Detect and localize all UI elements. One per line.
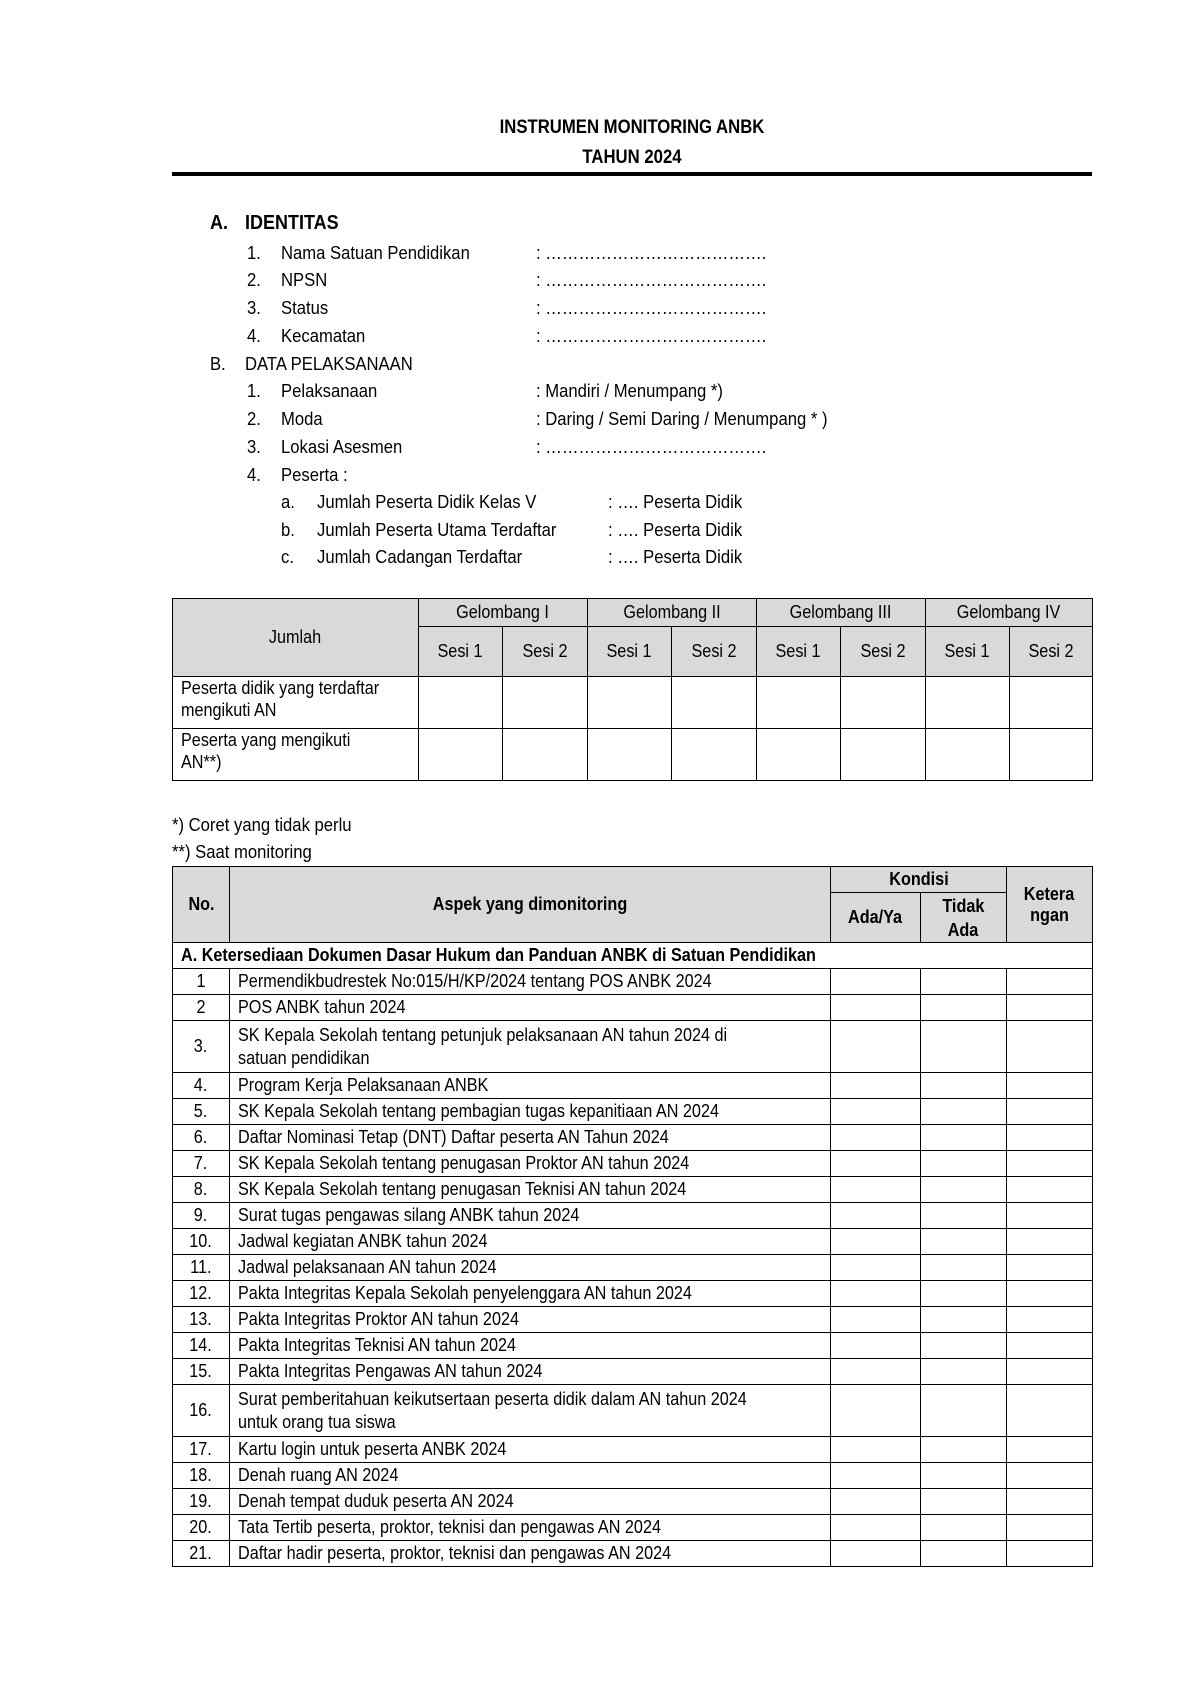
section-a-heading: IDENTITAS (245, 212, 339, 234)
keterangan-cell[interactable] (1007, 1359, 1093, 1385)
row-aspect: POS ANBK tahun 2024 (230, 995, 831, 1021)
sesi-header: Sesi 1 (419, 627, 503, 677)
col-tidak-ada-header: Tidak Ada (921, 893, 1007, 943)
identitas-value: : …………………………………. (536, 242, 767, 263)
check-ada-cell[interactable] (831, 1515, 921, 1541)
count-cell[interactable] (926, 729, 1010, 781)
sesi-header: Sesi 2 (672, 627, 757, 677)
keterangan-cell[interactable] (1007, 1463, 1093, 1489)
row-aspect: Jadwal kegiatan ANBK tahun 2024 (230, 1229, 831, 1255)
session-table (172, 598, 1093, 781)
count-cell[interactable] (588, 729, 672, 781)
section-b-heading: DATA PELAKSANAAN (245, 353, 413, 374)
identitas-label: NPSN (281, 269, 328, 290)
count-cell[interactable] (841, 677, 926, 729)
pelaksanaan-label: Pelaksanaan (281, 380, 378, 401)
count-cell[interactable] (1010, 677, 1093, 729)
peserta-value: : …. Peserta Didik (608, 546, 743, 567)
peserta-label: Jumlah Peserta Utama Terdaftar (317, 519, 557, 540)
check-tidak-ada-cell[interactable] (921, 1099, 1007, 1125)
check-ada-cell[interactable] (831, 1333, 921, 1359)
count-cell[interactable] (757, 729, 841, 781)
row-number: 7. (173, 1151, 230, 1177)
identitas-num: 1. (247, 242, 261, 263)
document-year: TAHUN 2024 (582, 147, 682, 168)
count-cell[interactable] (419, 729, 503, 781)
check-ada-cell[interactable] (831, 1099, 921, 1125)
gelombang-header: Gelombang III (757, 599, 926, 627)
row-number: 8. (173, 1177, 230, 1203)
table-row (173, 1099, 1093, 1125)
row-number: 16. (173, 1385, 230, 1437)
sesi-header: Sesi 2 (1010, 627, 1093, 677)
row-number: 12. (173, 1281, 230, 1307)
keterangan-cell[interactable] (1007, 1099, 1093, 1125)
identitas-value: : …………………………………. (536, 297, 767, 318)
keterangan-cell[interactable] (1007, 1073, 1093, 1099)
count-cell[interactable] (926, 677, 1010, 729)
row-aspect: Kartu login untuk peserta ANBK 2024 (230, 1437, 831, 1463)
row-aspect: Pakta Integritas Proktor AN tahun 2024 (230, 1307, 831, 1333)
document-title: INSTRUMEN MONITORING ANBK (499, 117, 765, 138)
keterangan-cell[interactable] (1007, 995, 1093, 1021)
title-underline (172, 172, 1092, 176)
pelaksanaan-label: Lokasi Asesmen (281, 436, 403, 457)
row-aspect: Surat pemberitahuan keikutsertaan peserta didik dalam AN tahun 2024 untuk orang tua siswa (230, 1385, 831, 1437)
row-aspect: Pakta Integritas Pengawas AN tahun 2024 (230, 1359, 831, 1385)
check-ada-cell[interactable] (831, 1125, 921, 1151)
sesi-header: Sesi 1 (588, 627, 672, 677)
row-number: 11. (173, 1255, 230, 1281)
pelaksanaan-num: 2. (247, 408, 261, 429)
check-ada-cell[interactable] (831, 1437, 921, 1463)
keterangan-cell[interactable] (1007, 1177, 1093, 1203)
count-cell[interactable] (503, 677, 588, 729)
identitas-value: : …………………………………. (536, 269, 767, 290)
pelaksanaan-num: 4. (247, 464, 261, 485)
sesi-header: Sesi 1 (926, 627, 1010, 677)
keterangan-cell[interactable] (1007, 1203, 1093, 1229)
gelombang-header: Gelombang I (419, 599, 588, 627)
identitas-label: Nama Satuan Pendidikan (281, 242, 470, 263)
table-row (173, 1073, 1093, 1099)
check-ada-cell[interactable] (831, 1385, 921, 1437)
peserta-num: c. (281, 546, 294, 567)
peserta-label: Jumlah Peserta Didik Kelas V (317, 491, 537, 512)
sesi-header: Sesi 1 (757, 627, 841, 677)
section-b-marker: B. (210, 353, 226, 374)
check-tidak-ada-cell[interactable] (921, 1307, 1007, 1333)
row-aspect: SK Kepala Sekolah tentang penugasan Proktor AN tahun 2024 (230, 1151, 831, 1177)
keterangan-cell[interactable] (1007, 1281, 1093, 1307)
row-number: 13. (173, 1307, 230, 1333)
identitas-label: Status (281, 297, 329, 318)
peserta-num: b. (281, 519, 295, 540)
check-tidak-ada-cell[interactable] (921, 1281, 1007, 1307)
check-tidak-ada-cell[interactable] (921, 1359, 1007, 1385)
gelombang-header: Gelombang II (588, 599, 757, 627)
count-cell[interactable] (672, 729, 757, 781)
row-aspect: Daftar hadir peserta, proktor, teknisi dan pengawas AN 2024 (230, 1541, 831, 1567)
row-aspect: Pakta Integritas Teknisi AN tahun 2024 (230, 1333, 831, 1359)
table-row (173, 1307, 1093, 1333)
count-cell[interactable] (757, 677, 841, 729)
keterangan-cell[interactable] (1007, 1437, 1093, 1463)
table-row (173, 1281, 1093, 1307)
col-aspek-header: Aspek yang dimonitoring (230, 867, 831, 943)
table-row (173, 1463, 1093, 1489)
keterangan-cell[interactable] (1007, 1385, 1093, 1437)
row-number: 14. (173, 1333, 230, 1359)
keterangan-cell[interactable] (1007, 1489, 1093, 1515)
pelaksanaan-num: 3. (247, 436, 261, 457)
col-no-header: No. (173, 867, 230, 943)
gelombang-header: Gelombang IV (926, 599, 1093, 627)
table-row (173, 1385, 1093, 1437)
table-row (173, 1125, 1093, 1151)
keterangan-cell[interactable] (1007, 1151, 1093, 1177)
check-ada-cell[interactable] (831, 1021, 921, 1073)
row-number: 15. (173, 1359, 230, 1385)
check-tidak-ada-cell[interactable] (921, 1385, 1007, 1437)
row-aspect: Daftar Nominasi Tetap (DNT) Daftar peserta AN Tahun 2024 (230, 1125, 831, 1151)
section-a-marker: A. (210, 212, 228, 234)
table-row (173, 1541, 1093, 1567)
count-cell[interactable] (841, 729, 926, 781)
row-number: 4. (173, 1073, 230, 1099)
table-row (173, 1203, 1093, 1229)
identitas-value: : …………………………………. (536, 325, 767, 346)
check-ada-cell[interactable] (831, 1307, 921, 1333)
row-aspect: Program Kerja Pelaksanaan ANBK (230, 1073, 831, 1099)
check-ada-cell[interactable] (831, 1151, 921, 1177)
check-ada-cell[interactable] (831, 995, 921, 1021)
row-number: 17. (173, 1437, 230, 1463)
keterangan-cell[interactable] (1007, 1125, 1093, 1151)
row-aspect: SK Kepala Sekolah tentang penugasan Teknisi AN tahun 2024 (230, 1177, 831, 1203)
check-tidak-ada-cell[interactable] (921, 1463, 1007, 1489)
session-table-row (173, 729, 1093, 781)
keterangan-cell[interactable] (1007, 1333, 1093, 1359)
identitas-num: 4. (247, 325, 261, 346)
check-tidak-ada-cell[interactable] (921, 1021, 1007, 1073)
check-ada-cell[interactable] (831, 1541, 921, 1567)
count-cell[interactable] (419, 677, 503, 729)
table-row (173, 1515, 1093, 1541)
pelaksanaan-value: : Mandiri / Menumpang *) (536, 380, 723, 401)
peserta-value: : …. Peserta Didik (608, 519, 743, 540)
footnote-monitoring: **) Saat monitoring (172, 841, 312, 862)
pelaksanaan-label: Peserta : (281, 464, 348, 485)
pelaksanaan-label: Moda (281, 408, 323, 429)
table-row (173, 1229, 1093, 1255)
peserta-num: a. (281, 491, 295, 512)
check-ada-cell[interactable] (831, 1229, 921, 1255)
check-tidak-ada-cell[interactable] (921, 1437, 1007, 1463)
session-table-row (173, 677, 1093, 729)
row-number: 5. (173, 1099, 230, 1125)
sesi-header: Sesi 2 (503, 627, 588, 677)
check-tidak-ada-cell[interactable] (921, 1489, 1007, 1515)
identitas-label: Kecamatan (281, 325, 366, 346)
row-aspect: Denah ruang AN 2024 (230, 1463, 831, 1489)
session-table-corner: Jumlah (173, 599, 419, 677)
row-number: 10. (173, 1229, 230, 1255)
check-ada-cell[interactable] (831, 1203, 921, 1229)
count-cell[interactable] (1010, 729, 1093, 781)
peserta-value: : …. Peserta Didik (608, 491, 743, 512)
row-label: Peserta yang mengikuti AN**) (173, 729, 419, 781)
keterangan-cell[interactable] (1007, 1255, 1093, 1281)
count-cell[interactable] (672, 677, 757, 729)
table-row (173, 1333, 1093, 1359)
row-aspect: SK Kepala Sekolah tentang petunjuk pelaksanaan AN tahun 2024 di satuan pendidikan (230, 1021, 831, 1073)
check-tidak-ada-cell[interactable] (921, 1515, 1007, 1541)
count-cell[interactable] (588, 677, 672, 729)
check-tidak-ada-cell[interactable] (921, 969, 1007, 995)
keterangan-cell[interactable] (1007, 1515, 1093, 1541)
check-ada-cell[interactable] (831, 1255, 921, 1281)
table-row (173, 1255, 1093, 1281)
check-tidak-ada-cell[interactable] (921, 1333, 1007, 1359)
row-aspect: Permendikbudrestek No:015/H/KP/2024 tentang POS ANBK 2024 (230, 969, 831, 995)
row-aspect: Denah tempat duduk peserta AN 2024 (230, 1489, 831, 1515)
check-tidak-ada-cell[interactable] (921, 1541, 1007, 1567)
keterangan-cell[interactable] (1007, 1307, 1093, 1333)
check-tidak-ada-cell[interactable] (921, 1255, 1007, 1281)
row-aspect: Jadwal pelaksanaan AN tahun 2024 (230, 1255, 831, 1281)
peserta-label: Jumlah Cadangan Terdaftar (317, 546, 523, 567)
row-aspect: SK Kepala Sekolah tentang pembagian tugas kepanitiaan AN 2024 (230, 1099, 831, 1125)
check-ada-cell[interactable] (831, 1359, 921, 1385)
table-row (173, 969, 1093, 995)
row-aspect: Pakta Integritas Kepala Sekolah penyelenggara AN tahun 2024 (230, 1281, 831, 1307)
check-tidak-ada-cell[interactable] (921, 1177, 1007, 1203)
check-ada-cell[interactable] (831, 1489, 921, 1515)
row-aspect: Surat tugas pengawas silang ANBK tahun 2024 (230, 1203, 831, 1229)
table-row (173, 1489, 1093, 1515)
pelaksanaan-value: : …………………………………. (536, 436, 767, 457)
row-number: 19. (173, 1489, 230, 1515)
check-tidak-ada-cell[interactable] (921, 1203, 1007, 1229)
row-number: 21. (173, 1541, 230, 1567)
identitas-num: 2. (247, 269, 261, 290)
row-number: 6. (173, 1125, 230, 1151)
row-number: 1 (173, 969, 230, 995)
table-row (173, 1437, 1093, 1463)
col-keterangan-header: Ketera ngan (1007, 867, 1093, 943)
identitas-num: 3. (247, 297, 261, 318)
section-a-row: A. Ketersediaan Dokumen Dasar Hukum dan Panduan ANBK di Satuan Pendidikan (173, 943, 1093, 969)
check-ada-cell[interactable] (831, 1073, 921, 1099)
check-tidak-ada-cell[interactable] (921, 995, 1007, 1021)
check-tidak-ada-cell[interactable] (921, 1151, 1007, 1177)
table-row (173, 1021, 1093, 1073)
row-number: 18. (173, 1463, 230, 1489)
row-aspect: Tata Tertib peserta, proktor, teknisi dan pengawas AN 2024 (230, 1515, 831, 1541)
col-kondisi-header: Kondisi (831, 867, 1007, 893)
pelaksanaan-value: : Daring / Semi Daring / Menumpang * ) (536, 408, 828, 429)
keterangan-cell[interactable] (1007, 1021, 1093, 1073)
row-number: 2 (173, 995, 230, 1021)
table-row (173, 1177, 1093, 1203)
check-ada-cell[interactable] (831, 1281, 921, 1307)
table-row (173, 995, 1093, 1021)
check-ada-cell[interactable] (831, 969, 921, 995)
check-tidak-ada-cell[interactable] (921, 1229, 1007, 1255)
check-tidak-ada-cell[interactable] (921, 1073, 1007, 1099)
row-number: 20. (173, 1515, 230, 1541)
row-label: Peserta didik yang terdaftar mengikuti AN (173, 677, 419, 729)
check-tidak-ada-cell[interactable] (921, 1125, 1007, 1151)
sesi-header: Sesi 2 (841, 627, 926, 677)
table-row (173, 1151, 1093, 1177)
check-ada-cell[interactable] (831, 1463, 921, 1489)
footnote-coret: *) Coret yang tidak perlu (172, 814, 352, 835)
count-cell[interactable] (503, 729, 588, 781)
row-number: 9. (173, 1203, 230, 1229)
check-ada-cell[interactable] (831, 1177, 921, 1203)
monitoring-table (172, 866, 1093, 1567)
table-row (173, 1359, 1093, 1385)
keterangan-cell[interactable] (1007, 969, 1093, 995)
col-ada-header: Ada/Ya (831, 893, 921, 943)
pelaksanaan-num: 1. (247, 380, 261, 401)
keterangan-cell[interactable] (1007, 1541, 1093, 1567)
row-number: 3. (173, 1021, 230, 1073)
keterangan-cell[interactable] (1007, 1229, 1093, 1255)
